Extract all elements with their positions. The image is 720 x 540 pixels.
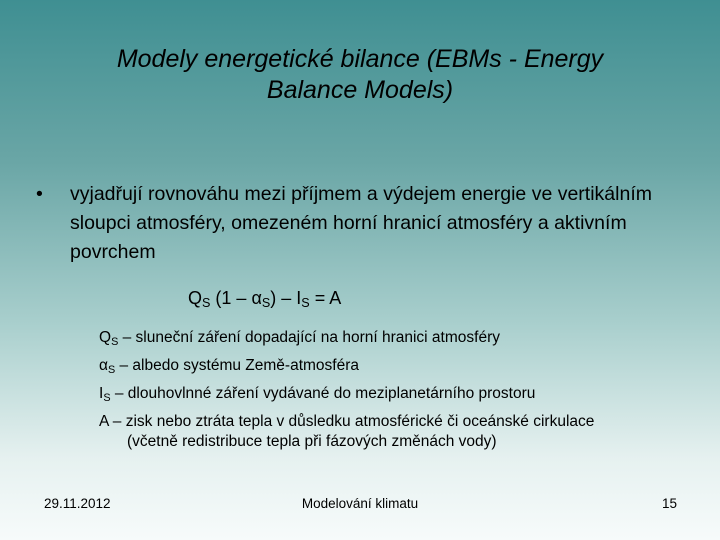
def-symbol: I <box>99 385 104 402</box>
def-text: – albedo systému Země-atmosféra <box>115 357 360 374</box>
eq-q: Q <box>188 288 203 308</box>
footer-course: Modelování klimatu <box>301 496 419 511</box>
def-text: – sluneční záření dopadající na horní hranici atmosféry <box>118 329 500 346</box>
title-line-2: Balance Models) <box>266 76 454 104</box>
slide-title <box>40 44 680 106</box>
def-symbol: Q <box>99 329 112 346</box>
def-subscript: S <box>103 392 111 404</box>
eq-sub-3: S <box>301 296 310 310</box>
def-a-line-1: A – zisk nebo ztráta tepla v důsledku atmosférické či oceánské cirkulace <box>99 413 595 430</box>
def-text: – dlouhovlnné záření vydávané do meziplanetárního prostoru <box>110 385 536 402</box>
eq-sub-2: S <box>261 296 271 310</box>
energy-balance-equation <box>188 286 341 310</box>
bullet-text: vyjadřují rovnováhu mezi příjmem a výdejem energie ve vertikálním sloupci atmosféry, omezeném horní hranicí atmosféry a aktivním povrchem <box>70 183 652 263</box>
footer-page-number: 15 <box>661 496 677 511</box>
bullet-dot-icon: • <box>36 183 43 205</box>
eq-part-3: = A <box>309 288 342 308</box>
def-symbol: α <box>99 357 108 374</box>
def-subscript: S <box>111 336 119 348</box>
definition-is <box>99 384 699 404</box>
footer-date: 29.11.2012 <box>44 496 111 511</box>
def-subscript: S <box>107 364 116 376</box>
bullet-item <box>36 180 686 267</box>
definitions-list <box>99 328 699 460</box>
definition-qs <box>99 328 699 348</box>
definition-albedo <box>99 356 699 376</box>
eq-part-2: ) – I <box>270 288 302 308</box>
eq-sub-1: S <box>202 296 211 310</box>
eq-part-1: (1 – α <box>210 288 262 308</box>
title-line-1: Modely energetické bilance (EBMs - Energy <box>116 45 604 73</box>
def-a-line-2: (včetně redistribuce tepla při fázových změnách vody) <box>127 433 497 450</box>
definition-a <box>99 412 699 452</box>
